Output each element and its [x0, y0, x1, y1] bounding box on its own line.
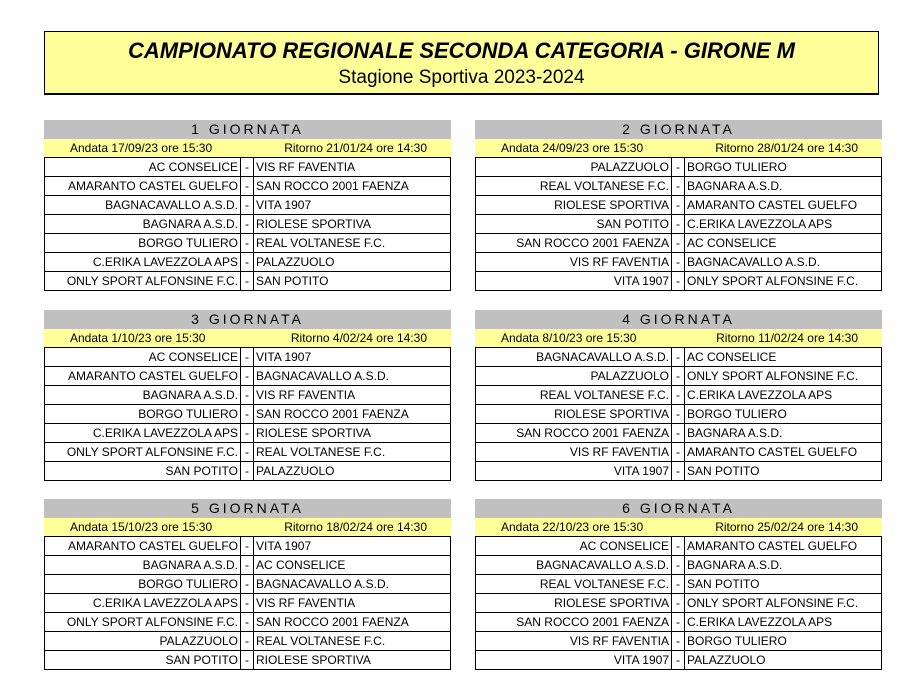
home-team: AC CONSELICE	[476, 537, 672, 555]
away-team: AMARANTO CASTEL GUELFO	[687, 539, 858, 553]
match-separator: -	[672, 158, 685, 176]
ritorno-date: Ritorno 25/02/24 ore 14:30	[715, 520, 858, 534]
away-team: SAN ROCCO 2001 FAENZA	[256, 407, 409, 421]
match-separator: -	[672, 424, 685, 442]
giornata-3-block	[44, 310, 451, 481]
away-team: VIS RF FAVENTIA	[256, 596, 356, 610]
match-separator: -	[241, 613, 254, 631]
away-team: BORGO TULIERO	[687, 160, 787, 174]
match-list	[44, 158, 451, 291]
home-team: PALAZZUOLO	[476, 367, 672, 385]
home-team: BORGO TULIERO	[45, 405, 241, 423]
match-list	[44, 537, 451, 670]
match-row	[476, 253, 881, 272]
home-team: SAN ROCCO 2001 FAENZA	[476, 234, 672, 252]
page-title: CAMPIONATO REGIONALE SECONDA CATEGORIA - GIRONE M	[128, 38, 795, 63]
match-separator: -	[672, 443, 685, 461]
away-team: RIOLESE SPORTIVA	[256, 653, 371, 667]
giornata-2-block	[475, 120, 882, 291]
match-separator: -	[241, 556, 254, 574]
match-separator: -	[672, 537, 685, 555]
away-team: VITA 1907	[256, 198, 312, 212]
home-team: AC CONSELICE	[45, 158, 241, 176]
match-row	[45, 253, 450, 272]
match-row	[45, 405, 450, 424]
match-separator: -	[241, 405, 254, 423]
giornata-dates	[475, 329, 882, 348]
match-row	[476, 386, 881, 405]
away-team: AMARANTO CASTEL GUELFO	[687, 445, 858, 459]
match-separator: -	[672, 462, 685, 480]
home-team: BAGNACAVALLO A.S.D.	[476, 556, 672, 574]
match-separator: -	[672, 196, 685, 214]
match-row	[476, 632, 881, 651]
andata-date: Andata 17/09/23 ore 15:30	[70, 141, 213, 155]
match-list	[475, 348, 882, 481]
home-team: ONLY SPORT ALFONSINE F.C.	[45, 443, 241, 461]
ritorno-date: Ritorno 18/02/24 ore 14:30	[284, 520, 427, 534]
match-separator: -	[672, 348, 685, 366]
away-team: C.ERIKA LAVEZZOLA APS	[687, 615, 833, 629]
match-row	[476, 196, 881, 215]
match-separator: -	[672, 177, 685, 195]
match-separator: -	[672, 575, 685, 593]
match-row	[45, 575, 450, 594]
away-team: AC CONSELICE	[687, 236, 777, 250]
match-separator: -	[672, 632, 685, 650]
match-row	[45, 613, 450, 632]
match-separator: -	[241, 177, 254, 195]
home-team: SAN POTITO	[45, 462, 241, 480]
match-row	[476, 177, 881, 196]
home-team: SAN POTITO	[476, 215, 672, 233]
away-team: ONLY SPORT ALFONSINE F.C.	[687, 596, 859, 610]
away-team: VIS RF FAVENTIA	[256, 388, 356, 402]
home-team: VIS RF FAVENTIA	[476, 253, 672, 271]
match-row	[476, 575, 881, 594]
match-row	[45, 462, 450, 481]
andata-date: Andata 22/10/23 ore 15:30	[501, 520, 644, 534]
giornata-dates	[44, 139, 451, 158]
match-row	[45, 424, 450, 443]
match-separator: -	[241, 272, 254, 290]
away-team: REAL VOLTANESE F.C.	[256, 634, 386, 648]
home-team: AMARANTO CASTEL GUELFO	[45, 367, 241, 385]
home-team: VITA 1907	[476, 462, 672, 480]
match-row	[45, 632, 450, 651]
match-separator: -	[241, 632, 254, 650]
home-team: REAL VOLTANESE F.C.	[476, 386, 672, 404]
home-team: SAN POTITO	[45, 651, 241, 669]
match-row	[476, 215, 881, 234]
away-team: SAN ROCCO 2001 FAENZA	[256, 615, 409, 629]
home-team: VIS RF FAVENTIA	[476, 443, 672, 461]
home-team: RIOLESE SPORTIVA	[476, 405, 672, 423]
giornata-4-block	[475, 310, 882, 481]
away-team: BAGNARA A.S.D.	[687, 558, 783, 572]
giornata-dates	[44, 518, 451, 537]
home-team: VIS RF FAVENTIA	[476, 632, 672, 650]
match-row	[45, 215, 450, 234]
match-row	[45, 177, 450, 196]
match-separator: -	[241, 424, 254, 442]
giornata-title: 2 GIORNATA	[475, 120, 882, 139]
away-team: BAGNARA A.S.D.	[687, 426, 783, 440]
home-team: ONLY SPORT ALFONSINE F.C.	[45, 613, 241, 631]
home-team: SAN ROCCO 2001 FAENZA	[476, 613, 672, 631]
match-row	[476, 405, 881, 424]
match-separator: -	[241, 443, 254, 461]
match-separator: -	[672, 215, 685, 233]
match-separator: -	[241, 234, 254, 252]
home-team: PALAZZUOLO	[476, 158, 672, 176]
away-team: C.ERIKA LAVEZZOLA APS	[687, 388, 833, 402]
home-team: REAL VOLTANESE F.C.	[476, 575, 672, 593]
away-team: AC CONSELICE	[256, 558, 346, 572]
match-row	[476, 158, 881, 177]
match-separator: -	[241, 575, 254, 593]
away-team: SAN POTITO	[687, 577, 760, 591]
away-team: BAGNACAVALLO A.S.D.	[687, 255, 820, 269]
match-separator: -	[241, 348, 254, 366]
giornata-title: 1 GIORNATA	[44, 120, 451, 139]
match-row	[45, 386, 450, 405]
match-row	[476, 348, 881, 367]
match-separator: -	[672, 556, 685, 574]
giornata-title: 5 GIORNATA	[44, 499, 451, 518]
match-separator: -	[672, 594, 685, 612]
ritorno-date: Ritorno 28/01/24 ore 14:30	[715, 141, 858, 155]
giornata-title: 4 GIORNATA	[475, 310, 882, 329]
match-row	[476, 651, 881, 670]
away-team: BAGNACAVALLO A.S.D.	[256, 369, 389, 383]
giornata-1-block	[44, 120, 451, 291]
giornata-dates	[44, 329, 451, 348]
giornata-dates	[475, 518, 882, 537]
match-list	[475, 537, 882, 670]
match-row	[476, 272, 881, 291]
away-team: AC CONSELICE	[687, 350, 777, 364]
andata-date: Andata 1/10/23 ore 15:30	[70, 331, 206, 345]
home-team: VITA 1907	[476, 651, 672, 669]
away-team: SAN POTITO	[256, 274, 329, 288]
document-header	[44, 31, 879, 95]
match-row	[45, 367, 450, 386]
away-team: RIOLESE SPORTIVA	[256, 217, 371, 231]
match-row	[45, 594, 450, 613]
match-row	[45, 443, 450, 462]
match-row	[476, 424, 881, 443]
away-team: VITA 1907	[256, 539, 312, 553]
home-team: BAGNACAVALLO A.S.D.	[45, 196, 241, 214]
away-team: PALAZZUOLO	[256, 464, 335, 478]
match-separator: -	[672, 613, 685, 631]
home-team: C.ERIKA LAVEZZOLA APS	[45, 253, 241, 271]
home-team: C.ERIKA LAVEZZOLA APS	[45, 424, 241, 442]
home-team: BAGNARA A.S.D.	[45, 215, 241, 233]
match-separator: -	[241, 594, 254, 612]
match-separator: -	[241, 386, 254, 404]
match-row	[45, 272, 450, 291]
home-team: C.ERIKA LAVEZZOLA APS	[45, 594, 241, 612]
away-team: ONLY SPORT ALFONSINE F.C.	[687, 369, 859, 383]
home-team: BAGNACAVALLO A.S.D.	[476, 348, 672, 366]
match-list	[475, 158, 882, 291]
away-team: VIS RF FAVENTIA	[256, 160, 356, 174]
home-team: BAGNARA A.S.D.	[45, 556, 241, 574]
away-team: BAGNARA A.S.D.	[687, 179, 783, 193]
match-separator: -	[672, 386, 685, 404]
giornata-dates	[475, 139, 882, 158]
away-team: C.ERIKA LAVEZZOLA APS	[687, 217, 833, 231]
home-team: BAGNARA A.S.D.	[45, 386, 241, 404]
match-row	[476, 556, 881, 575]
andata-date: Andata 8/10/23 ore 15:30	[501, 331, 637, 345]
match-row	[45, 348, 450, 367]
match-row	[45, 537, 450, 556]
home-team: BORGO TULIERO	[45, 234, 241, 252]
match-separator: -	[241, 253, 254, 271]
match-row	[45, 651, 450, 670]
match-row	[476, 594, 881, 613]
home-team: AMARANTO CASTEL GUELFO	[45, 177, 241, 195]
match-separator: -	[672, 405, 685, 423]
home-team: VITA 1907	[476, 272, 672, 290]
away-team: ONLY SPORT ALFONSINE F.C.	[687, 274, 859, 288]
match-separator: -	[241, 158, 254, 176]
away-team: VITA 1907	[256, 350, 312, 364]
giornata-5-block	[44, 499, 451, 670]
away-team: AMARANTO CASTEL GUELFO	[687, 198, 858, 212]
match-row	[476, 443, 881, 462]
match-row	[45, 196, 450, 215]
away-team: SAN ROCCO 2001 FAENZA	[256, 179, 409, 193]
away-team: SAN POTITO	[687, 464, 760, 478]
away-team: BORGO TULIERO	[687, 407, 787, 421]
match-separator: -	[241, 462, 254, 480]
home-team: BORGO TULIERO	[45, 575, 241, 593]
match-list	[44, 348, 451, 481]
match-row	[476, 537, 881, 556]
away-team: BAGNACAVALLO A.S.D.	[256, 577, 389, 591]
giornata-6-block	[475, 499, 882, 670]
andata-date: Andata 15/10/23 ore 15:30	[70, 520, 213, 534]
home-team: AMARANTO CASTEL GUELFO	[45, 537, 241, 555]
match-separator: -	[241, 367, 254, 385]
home-team: RIOLESE SPORTIVA	[476, 594, 672, 612]
away-team: PALAZZUOLO	[256, 255, 335, 269]
away-team: REAL VOLTANESE F.C.	[256, 236, 386, 250]
match-row	[476, 613, 881, 632]
match-separator: -	[241, 215, 254, 233]
away-team: PALAZZUOLO	[687, 653, 766, 667]
home-team: REAL VOLTANESE F.C.	[476, 177, 672, 195]
match-separator: -	[672, 272, 685, 290]
page-subtitle: Stagione Sportiva 2023-2024	[338, 67, 585, 88]
ritorno-date: Ritorno 21/01/24 ore 14:30	[284, 141, 427, 155]
ritorno-date: Ritorno 4/02/24 ore 14:30	[290, 331, 427, 345]
giornata-title: 3 GIORNATA	[44, 310, 451, 329]
giornata-title: 6 GIORNATA	[475, 499, 882, 518]
away-team: BORGO TULIERO	[687, 634, 787, 648]
away-team: REAL VOLTANESE F.C.	[256, 445, 386, 459]
home-team: AC CONSELICE	[45, 348, 241, 366]
match-row	[45, 234, 450, 253]
home-team: ONLY SPORT ALFONSINE F.C.	[45, 272, 241, 290]
away-team: RIOLESE SPORTIVA	[256, 426, 371, 440]
match-separator: -	[672, 367, 685, 385]
match-separator: -	[672, 253, 685, 271]
home-team: SAN ROCCO 2001 FAENZA	[476, 424, 672, 442]
match-separator: -	[672, 234, 685, 252]
match-row	[476, 462, 881, 481]
ritorno-date: Ritorno 11/02/24 ore 14:30	[716, 331, 858, 345]
match-separator: -	[241, 196, 254, 214]
match-row	[45, 158, 450, 177]
match-row	[476, 234, 881, 253]
match-separator: -	[241, 537, 254, 555]
match-separator: -	[672, 651, 685, 669]
match-row	[45, 556, 450, 575]
match-row	[476, 367, 881, 386]
andata-date: Andata 24/09/23 ore 15:30	[501, 141, 644, 155]
match-separator: -	[241, 651, 254, 669]
home-team: PALAZZUOLO	[45, 632, 241, 650]
home-team: RIOLESE SPORTIVA	[476, 196, 672, 214]
